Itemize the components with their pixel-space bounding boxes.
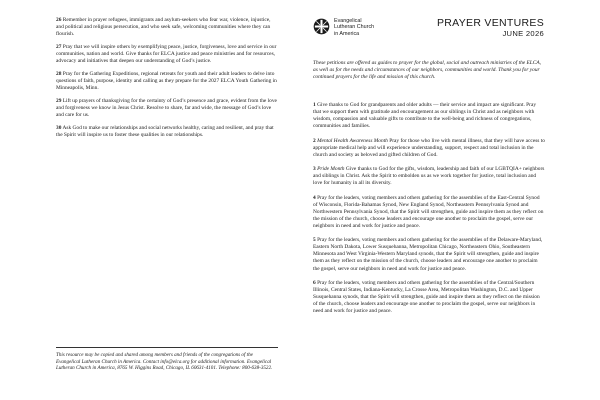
petition-text: Give thanks to God for the gifts, wisdom, leadership and faith of our LGBTQIA+ neighbors and siblings in Christ. Ask the Spirit to embolden us as we work together for justice, total inclusion and love for humanity in all its diversity. [313, 166, 545, 187]
right-column [313, 102, 545, 322]
petition-item [313, 166, 545, 187]
logo-line: Evangelical [334, 18, 362, 24]
logo-wordmark [334, 18, 374, 37]
petition-text: Pray for the leaders, voting members and others gathering for the assemblies of the East-Central Synod of Wisconsin, Florida-Bahamas Synod, New England Synod, Northeastern Pennsylvania Synod and Northwestern Pennsylvania Synod, that the Spirit will strengthen, guide and inspire them as they reflect on the mission of the church, choose leaders and encourage one another to proclaim the gospel, serve our neighbors in need and work for justice and peace. [313, 194, 544, 229]
petition-number: 4 [313, 194, 316, 201]
petition-item [313, 280, 545, 315]
petition-number: 1 [313, 102, 316, 108]
petition-item [313, 138, 545, 159]
petition-item [56, 98, 278, 119]
petition-number: 3 [313, 166, 316, 173]
petition-number: 26 [56, 17, 62, 23]
intro-paragraph: These petitions are offered as guides to prayer for the global, social and outreach ministries of the ELCA, as well as for the needs and circumstances of our neighbors, communities and world. Thank you for your continued prayers for the life and mission of this church. [313, 60, 542, 81]
petition-item [56, 71, 278, 92]
petition-item [313, 237, 545, 272]
petition-item [56, 17, 278, 38]
petition-number: 2 [313, 137, 316, 144]
left-column [56, 17, 278, 144]
petition-number: 5 [313, 237, 316, 244]
petition-number: 28 [56, 70, 62, 77]
petition-number: 6 [313, 279, 316, 286]
elca-logo [313, 17, 423, 41]
petition-text: Lift up prayers of thanksgiving for the certainty of God’s presence and grace, evident from the love and forgiveness we know in Jesus Christ. Resolve to share, far and wide, the message of God’s love and care for us. [56, 97, 277, 118]
petition-observance: Mental Health Awareness Month [317, 137, 388, 144]
petition-number: 30 [56, 124, 62, 131]
petition-item [313, 195, 545, 230]
petition-item [313, 102, 545, 130]
copyright-footer: This resource may be copied and shared among members and friends of the congregations of the Evangelical Lutheran Church in America. Contact info@elca.org for additional information. Evangelical Lutheran Church in America, 8765 W. Higgins Road, Chicago, IL 60631-4101. Telephone: 800-638-3522. [56, 347, 278, 372]
petition-text: Pray that we will inspire others by exemplifying peace, justice, forgiveness, love and service in our communities, nation and world. Give thanks for ELCA justice and peace ministries and for resources, advocacy and initiatives that deepen our understanding of God’s justice. [56, 43, 277, 65]
petition-item [56, 44, 278, 65]
petition-item [56, 125, 278, 139]
petition-text: Give thanks to God for grandparents and older adults — their service and impact are significant. Pray that we support them with gratitude and encouragement as our siblings in Christ and as neighbors with wisdom, compassion and valuable gifts to contribute to the well-being and richness of congregations, communities and families. [313, 102, 537, 130]
title-block [437, 17, 544, 39]
petition-text: Pray for the leaders, voting members and others gathering for the assemblies of the Central/Southern Illinois, Central States, Indiana-Kentucky, La Crosse Area, Metropolitan Washington, D.C. and Upper Susquehanna synods, that the Spirit will strengthen, guide and inspire them as they reflect on the mission of the church, choose leaders and encourage one another to proclaim the gospel, serve our neighbors in need and work for justice and peace. [313, 279, 540, 315]
logo-line: in America [334, 30, 360, 37]
elca-cross-logo-icon [313, 18, 330, 35]
petition-number: 29 [56, 97, 62, 104]
petition-text: Pray for those who live with mental illness, that they will have access to appropriate medical help and will experience understanding, support, respect and total inclusion in the church and society as beloved and gifted children of God. [313, 137, 545, 158]
petition-text: Remember in prayer refugees, immigrants and asylum-seekers who fear war, violence, injustice, and political and religious persecution, and who seek safe, welcoming communities where they can flourish. [56, 17, 271, 38]
petition-observance: Pride Month [317, 166, 345, 173]
logo-line: Lutheran Church [334, 24, 375, 31]
petition-text: Pray for the leaders, voting members and others gathering for the assemblies of the Delaware-Maryland, Eastern North Dakota, Lower Susquehanna, Metropolitan Chicago, Northeastern Ohio, Southeastern Minnesota and West Virginia-Western Maryland synods, that the Spirit will strengthen, guide and inspire them as they reflect on the mission of the church, choose leaders and encourage one another to proclaim the gospel, serve our neighbors in need and work for justice and peace. [313, 237, 543, 272]
petition-text: Pray for the Gathering Expeditions, regional retreats for youth and their adult leaders to delve into questions of faith, purpose, identity and calling as they prepare for the 2027 ELCA Youth Gathering in Minneapolis, Minn. [56, 70, 277, 91]
petition-text: Ask God to make our relationships and social networks healthy, caring and resilient, and pray that the Spirit will inspire us to foster these qualities in our relationships. [56, 124, 274, 138]
petition-number: 27 [56, 43, 62, 50]
document-date: JUNE 2026 [502, 29, 544, 38]
document-title: PRAYER VENTURES [437, 17, 544, 29]
